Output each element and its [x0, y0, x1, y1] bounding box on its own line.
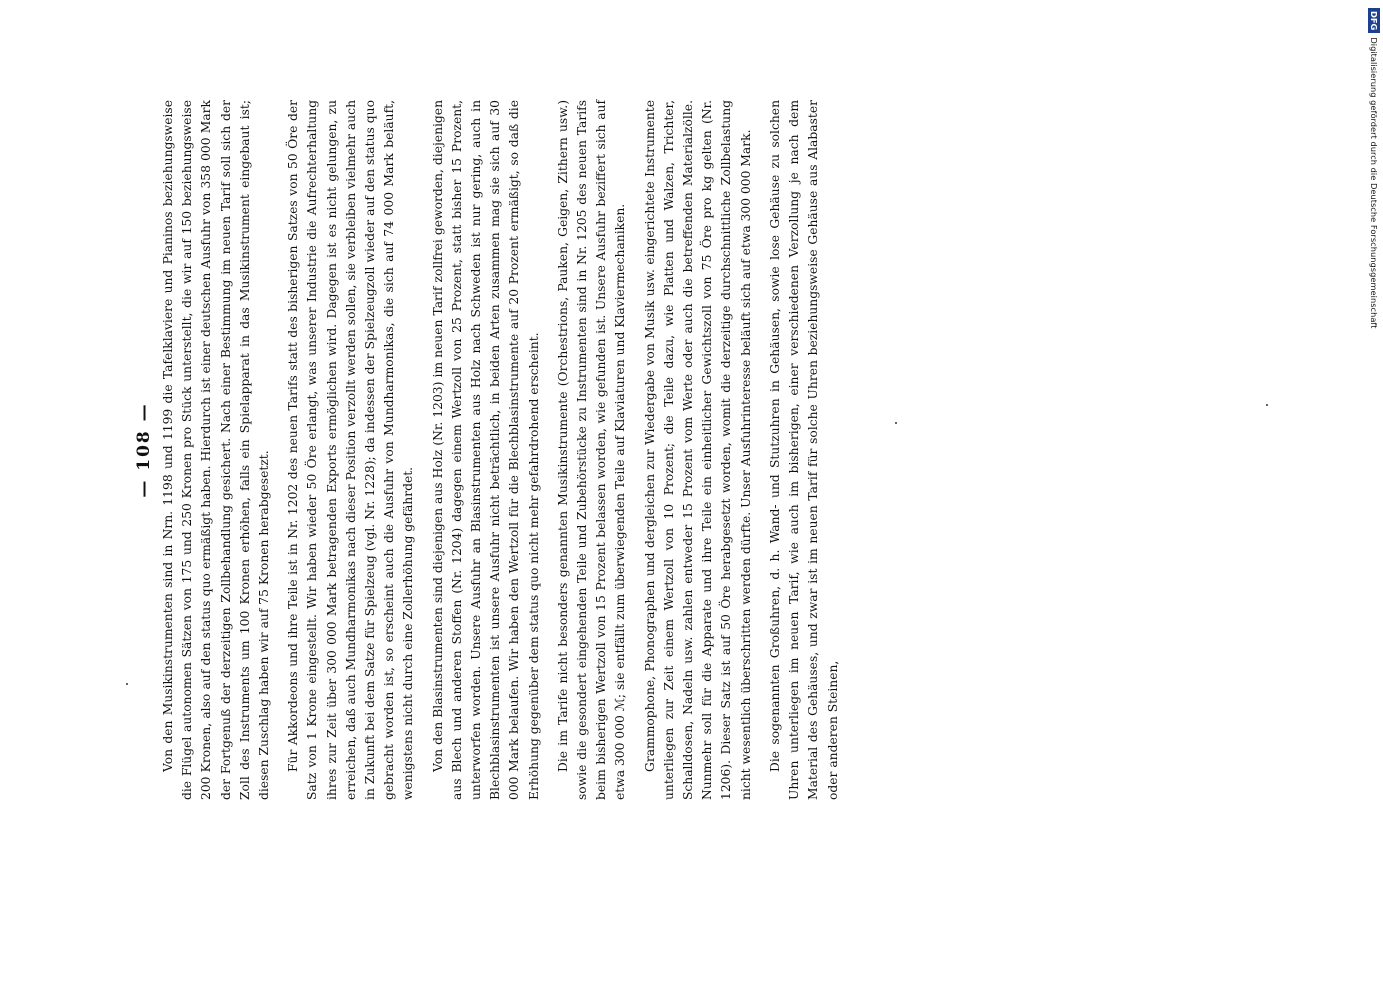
- scan-speck: [895, 422, 897, 424]
- funding-note: [1368, 8, 1380, 388]
- scan-speck: [126, 683, 128, 685]
- paragraph-4: Die im Tarife nicht besonders genannten Musikinstrumente (Orchestrions, Pauken, Geigen, Zithern usw.) sowie die gesondert eingehenden Teile und Zubehörstücke zu Instrumenten sind in Nr. 1205 des neuen Tarifs beim bisherigen Wertzoll von 15 Prozent belassen worden, wie gefunden ist. Unsere Ausfuhr beziffert sich auf etwa 300 000 ℳ; sie entfällt zum überwiegenden Teile auf Klaviaturen und Klaviermechaniken.: [555, 100, 628, 800]
- paragraph-3: Von den Blasinstrumenten sind diejenigen aus Holz (Nr. 1203) im neuen Tarif zollfrei geworden, diejenigen aus Blech und anderen Stoffen (Nr. 1204) dagegen einem Wertzoll von 25 Prozent, statt bisher 15 Prozent, unterworfen worden. Unsere Ausfuhr an Blasinstrumenten aus Holz nach Schweden ist nur gering, auch in Blechblasinstrumenten ist unsere Ausfuhr nicht beträchtlich, in beiden Arten zusammen mag sie sich auf 30 000 Mark belaufen. Wir haben den Wertzoll für die Blechblasinstrumente auf 20 Prozent ermäßigt, so daß die Erhöhung gegenüber dem status quo nicht mehr gefahrdrohend erscheint.: [430, 100, 541, 800]
- paragraph-6: Die sogenannten Großuhren, d. h. Wand- und Stutzuhren in Gehäusen, sowie lose Gehäuse zu solchen Uhren unterliegen im neuen Tarif, wie auch im bisherigen, einer verschiedenen Verzollung je nach dem Material des Gehäuses, und zwar ist im neuen Tarif für solche Uhren beziehungsweise Gehäuse aus Alabaster oder anderen Steinen,: [767, 100, 840, 800]
- funding-text: Digitalisierung gefördert durch die Deutsche Forschungsgemeinschaft: [1369, 37, 1379, 329]
- page-number-header: — 108 —: [134, 402, 154, 498]
- dfg-logo: DFG: [1368, 8, 1380, 33]
- funding-sidebar: [1368, 8, 1382, 388]
- paragraph-1: Von den Musikinstrumenten sind in Nrn. 1198 und 1199 die Tafelklaviere und Pianinos beziehungsweise die Flügel autonomen Sätzen von 175 und 250 Kronen pro Stück unterstellt, die wir auf 150 beziehungsweise 200 Kronen, also auf den status quo ermäßigt haben. Hierdurch ist einer deutschen Ausfuhr von 358 000 Mark der Fortgenuß der derzeitigen Zollbehandlung gesichert. Nach einer Bestimmung im neuen Tarif soll sich der Zoll des Instruments um 100 Kronen erhöhen, falls ein Spielapparat in das Musikinstrument eingebaut ist; diesen Zuschlag haben wir auf 75 Kronen herabgesetzt.: [161, 100, 272, 800]
- paragraph-2: Für Akkordeons und ihre Teile ist in Nr. 1202 des neuen Tarifs statt des bisherigen Satzes von 50 Öre der Satz von 1 Krone eingestellt. Wir haben wieder 50 Öre erlangt, was unserer Industrie die Aufrechterhaltung ihres zur Zeit über 300 000 Mark betragenden Exports ermöglichen wird. Dagegen ist es nicht gelungen, zu erreichen, daß auch Mundharmonikas nach dieser Position verzollt werden sollen, sie verbleiben vielmehr auch in Zukunft bei dem Satze für Spielzeug (vgl. Nr. 1228); da indessen der Spielzeugzoll wieder auf den status quo gebracht worden ist, so erscheint auch die Ausfuhr von Mundharmonikas, die sich auf 74 000 Mark beläuft, wenigstens nicht durch eine Zollerhöhung gefährdet.: [286, 100, 416, 800]
- paragraph-5: Grammophone, Phonographen und dergleichen zur Wiedergabe von Musik usw. eingerichtete Instrumente unterliegen zur Zeit einem Wertzoll von 10 Prozent; die Teile dazu, wie Platten und Walzen, Trichter, Schalldosen, Nadeln usw. zahlen entweder 15 Prozent vom Werte oder auch die betreffenden Materialzölle. Nunmehr soll für die Apparate und ihre Teile ein einheitlicher Gewichtszoll von 75 Öre pro kg gelten (Nr. 1206). Dieser Satz ist auf 50 Öre herabgesetzt worden, womit die derzeitige durchschnittliche Zollbelastung nicht wesentlich überschritten werden dürfte. Unser Ausfuhrinteresse beläuft sich auf etwa 300 000 Mark.: [642, 100, 753, 800]
- scan-speck: [1266, 404, 1268, 406]
- rotated-text-block: [129, 100, 840, 800]
